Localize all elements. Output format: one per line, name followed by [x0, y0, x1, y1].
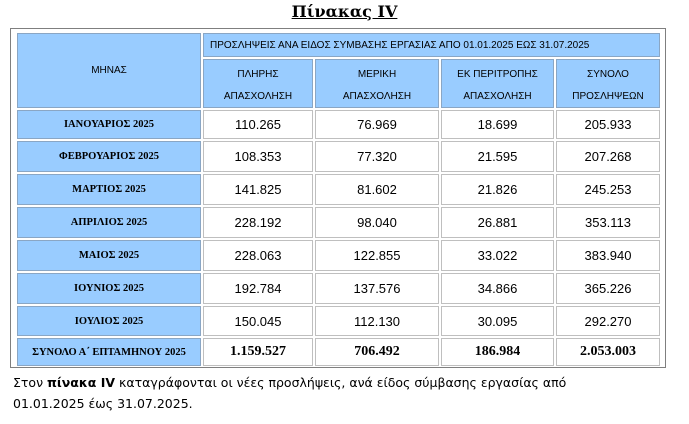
rotating-header-line1: ΕΚ ΠΕΡΙΤΡΟΠΗΣ	[457, 69, 538, 80]
part-time-value: 81.602	[315, 174, 439, 205]
grand-total-value: 2.053.003	[556, 338, 660, 366]
full-time-value: 228.192	[203, 207, 313, 238]
table-row-month: ΦΕΒΡΟΥΑΡΙΟΣ 2025	[17, 141, 201, 172]
table-row-month: ΑΠΡΙΛΙΟΣ 2025	[17, 207, 201, 238]
part-time-value: 137.576	[315, 273, 439, 304]
full-time-value: 108.353	[203, 141, 313, 172]
total-value: 383.940	[556, 240, 660, 271]
total-part-time-value: 706.492	[315, 338, 439, 366]
part-time-header-line2: ΑΠΑΣΧΟΛΗΣΗ	[342, 91, 412, 102]
table-row-month: ΜΑΡΤΙΟΣ 2025	[17, 174, 201, 205]
rotating-value: 30.095	[441, 306, 554, 336]
table-row-month: ΙΟΥΝΙΟΣ 2025	[17, 273, 201, 304]
rotating-value: 34.866	[441, 273, 554, 304]
rotating-header-line2: ΑΠΑΣΧΟΛΗΣΗ	[463, 91, 532, 102]
total-full-time-value: 1.159.527	[203, 338, 313, 366]
total-column-header	[556, 59, 660, 108]
part-time-header-line1: ΜΕΡΙΚΗ	[357, 69, 397, 80]
total-value: 205.933	[556, 110, 660, 139]
full-time-header-line2: ΑΠΑΣΧΟΛΗΣΗ	[223, 91, 293, 102]
total-value: 207.268	[556, 141, 660, 172]
total-row-label: ΣΥΝΟΛΟ Α΄ ΕΠΤΑΜΗΝΟΥ 2025	[17, 338, 201, 366]
rotating-value: 21.826	[441, 174, 554, 205]
rotating-column-header	[441, 59, 554, 108]
total-header-line2: ΠΡΟΣΛΗΨΕΩΝ	[572, 91, 644, 102]
description-after: καταγράφονται οι νέες προσλήψεις, ανά είδος σύμβασης εργασίας από	[115, 375, 567, 390]
part-time-value: 77.320	[315, 141, 439, 172]
full-time-value: 228.063	[203, 240, 313, 271]
full-time-value: 141.825	[203, 174, 313, 205]
table-row-month: ΙΟΥΛΙΟΣ 2025	[17, 306, 201, 336]
total-value: 292.270	[556, 306, 660, 336]
full-time-header-line1: ΠΛΗΡΗΣ	[237, 69, 279, 80]
part-time-column-header	[315, 59, 439, 108]
month-column-header-text: ΜΗΝΑΣ	[91, 65, 127, 76]
total-header-line1: ΣΥΝΟΛΟ	[587, 69, 629, 80]
full-time-value: 150.045	[203, 306, 313, 336]
total-value: 365.226	[556, 273, 660, 304]
full-time-column-header	[203, 59, 313, 108]
rotating-value: 33.022	[441, 240, 554, 271]
table-row-month: ΜΑΙΟΣ 2025	[17, 240, 201, 271]
table-row-month: ΙΑΝΟΥΑΡΙΟΣ 2025	[17, 110, 201, 139]
group-header	[203, 33, 660, 57]
total-rotating-value: 186.984	[441, 338, 554, 366]
table-title-text: Πίνακας IV	[291, 2, 398, 21]
rotating-value: 26.881	[441, 207, 554, 238]
table-title	[0, 2, 689, 21]
part-time-value: 98.040	[315, 207, 439, 238]
total-value: 245.253	[556, 174, 660, 205]
rotating-value: 18.699	[441, 110, 554, 139]
group-header-text: ΠΡΟΣΛΗΨΕΙΣ ΑΝΑ ΕΙΔΟΣ ΣΥΜΒΑΣΗΣ ΕΡΓΑΣΙΑΣ ΑΠΟ 01.01.2025 ΕΩΣ 31.07.2025	[210, 39, 590, 51]
month-column-header	[17, 33, 201, 108]
description-paragraph	[13, 372, 679, 414]
part-time-value: 122.855	[315, 240, 439, 271]
description-bold: πίνακα IV	[47, 375, 116, 390]
part-time-value: 112.130	[315, 306, 439, 336]
description-before: Στον	[13, 375, 48, 390]
full-time-value: 110.265	[203, 110, 313, 139]
rotating-value: 21.595	[441, 141, 554, 172]
part-time-value: 76.969	[315, 110, 439, 139]
description-line-1	[13, 372, 679, 393]
total-value: 353.113	[556, 207, 660, 238]
description-line-2: 01.01.2025 έως 31.07.2025.	[13, 396, 193, 411]
full-time-value: 192.784	[203, 273, 313, 304]
